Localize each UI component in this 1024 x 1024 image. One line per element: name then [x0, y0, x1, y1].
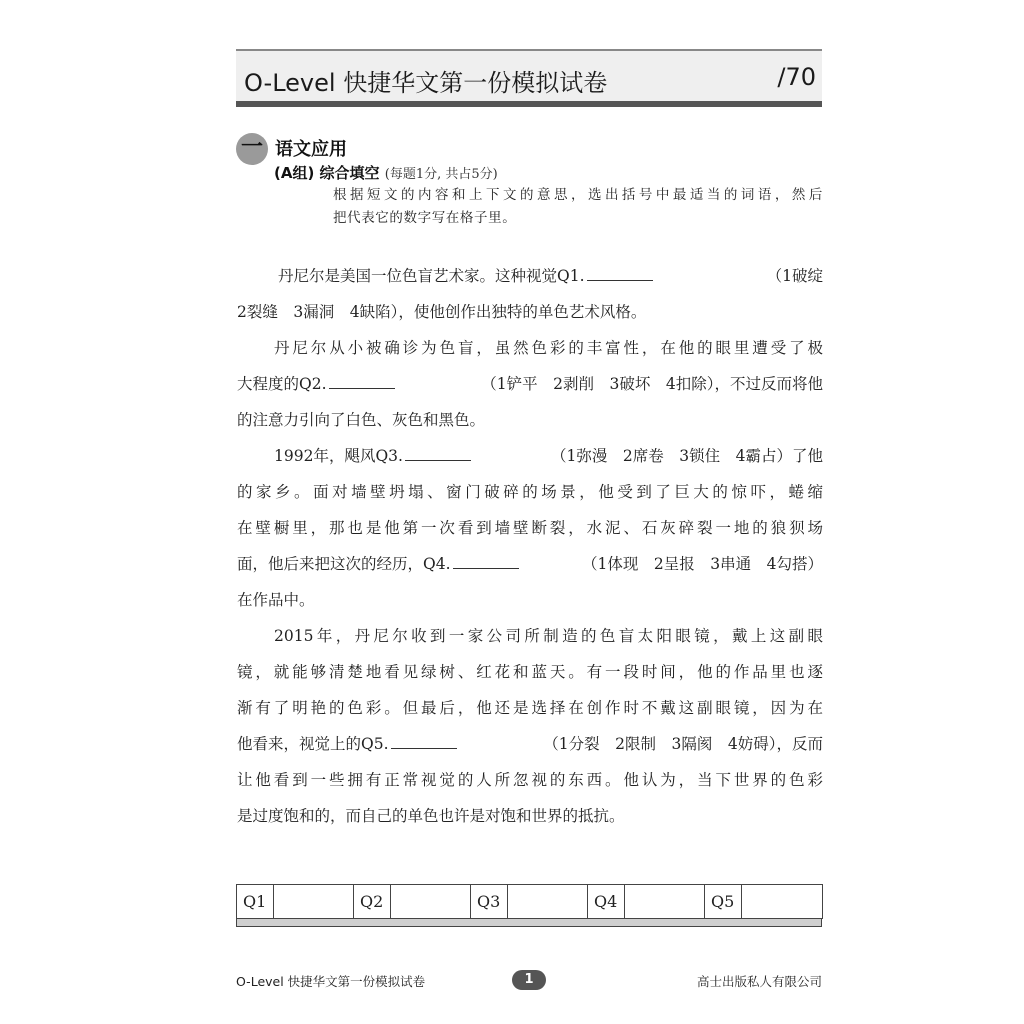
- answer-blank-q5: [391, 747, 457, 749]
- passage-line: 他看来，视觉上的Q5. （1分裂 2限制 3隔阂 4妨碍），反而: [237, 735, 823, 753]
- section-title: 语文应用: [275, 139, 347, 160]
- passage-line: 面，他后来把这次的经历，Q4. （1体现 2呈报 3串通 4勾搭）: [237, 555, 823, 573]
- answer-label-q5: Q5: [705, 885, 742, 919]
- answer-box-q2[interactable]: [391, 885, 471, 919]
- instructions: [333, 184, 823, 230]
- answer-box-q5[interactable]: [742, 885, 823, 919]
- passage-line: 的注意力引向了白色、灰色和黑色。: [237, 411, 486, 429]
- passage-line: 是过度饱和的，而自己的单色也许是对饱和世界的抵抗。: [237, 807, 625, 825]
- answer-table-shading: [236, 919, 822, 927]
- passage-line: 镜，就能够清楚地看见绿树、红花和蓝天。有一段时间，他的作品里也逐: [237, 663, 823, 681]
- passage-line: 2015年，丹尼尔收到一家公司所制造的色盲太阳眼镜，戴上这副眼: [274, 627, 823, 645]
- passage-line: 丹尼尔是美国一位色盲艺术家。这种视觉Q1. （1破绽: [278, 267, 823, 285]
- instruction-line: 根据短文的内容和上下文的意思，选出括号中最适当的词语，然后: [333, 187, 823, 203]
- subsection-marks-note: (每题1分, 共占5分): [384, 167, 498, 182]
- answer-blank-q4: [453, 567, 519, 569]
- page-header: [236, 49, 822, 107]
- exam-title: O-Level 快捷华文第一份模拟试卷: [244, 69, 608, 97]
- answer-blank-q2: [329, 387, 395, 389]
- answer-label-q3: Q3: [471, 885, 508, 919]
- subsection-title: [274, 162, 498, 183]
- passage-line: 让他看到一些拥有正常视觉的人所忽视的东西。他认为，当下世界的色彩: [237, 771, 823, 789]
- passage-line: 渐有了明艳的色彩。但最后，他还是选择在创作时不戴这副眼镜，因为在: [237, 699, 823, 717]
- instruction-line: 把代表它的数字写在格子里。: [333, 210, 517, 226]
- answer-table: [236, 884, 823, 919]
- answer-box-q3[interactable]: [508, 885, 588, 919]
- passage-line: 在作品中。: [237, 591, 315, 609]
- answer-blank-q1: [587, 279, 653, 281]
- answer-box-q1[interactable]: [274, 885, 354, 919]
- answer-row: [237, 885, 823, 919]
- passage-line: 在壁橱里，那也是他第一次看到墙壁断裂，水泥、石灰碎裂一地的狼狈场: [237, 519, 823, 537]
- passage-line: 大程度的Q2. （1铲平 2剥削 3破坏 4扣除），不过反而将他: [237, 375, 823, 393]
- passage-line: 的家乡。面对墙壁坍塌、窗门破碎的场景，他受到了巨大的惊吓，蜷缩: [237, 483, 823, 501]
- answer-blank-q3: [405, 459, 471, 461]
- passage-line: 2裂缝 3漏洞 4缺陷），使他创作出独特的单色艺术风格。: [237, 303, 647, 321]
- publisher-name: 高士出版私人有限公司: [696, 974, 822, 989]
- subsection-group: (A组) 综合填空: [274, 164, 380, 182]
- total-score: /70: [777, 63, 816, 91]
- section-number-badge: 一: [236, 133, 268, 165]
- footer-title: O-Level 快捷华文第一份模拟试卷: [236, 974, 426, 989]
- answer-label-q2: Q2: [354, 885, 391, 919]
- answer-box-q4[interactable]: [625, 885, 705, 919]
- passage-line: 1992年，飓风Q3. （1弥漫 2席卷 3锁住 4霸占）了他: [274, 447, 823, 465]
- page-number: 1: [512, 970, 546, 990]
- passage-line: 丹尼尔从小被确诊为色盲，虽然色彩的丰富性，在他的眼里遭受了极: [274, 339, 823, 357]
- answer-label-q1: Q1: [237, 885, 274, 919]
- answer-label-q4: Q4: [588, 885, 625, 919]
